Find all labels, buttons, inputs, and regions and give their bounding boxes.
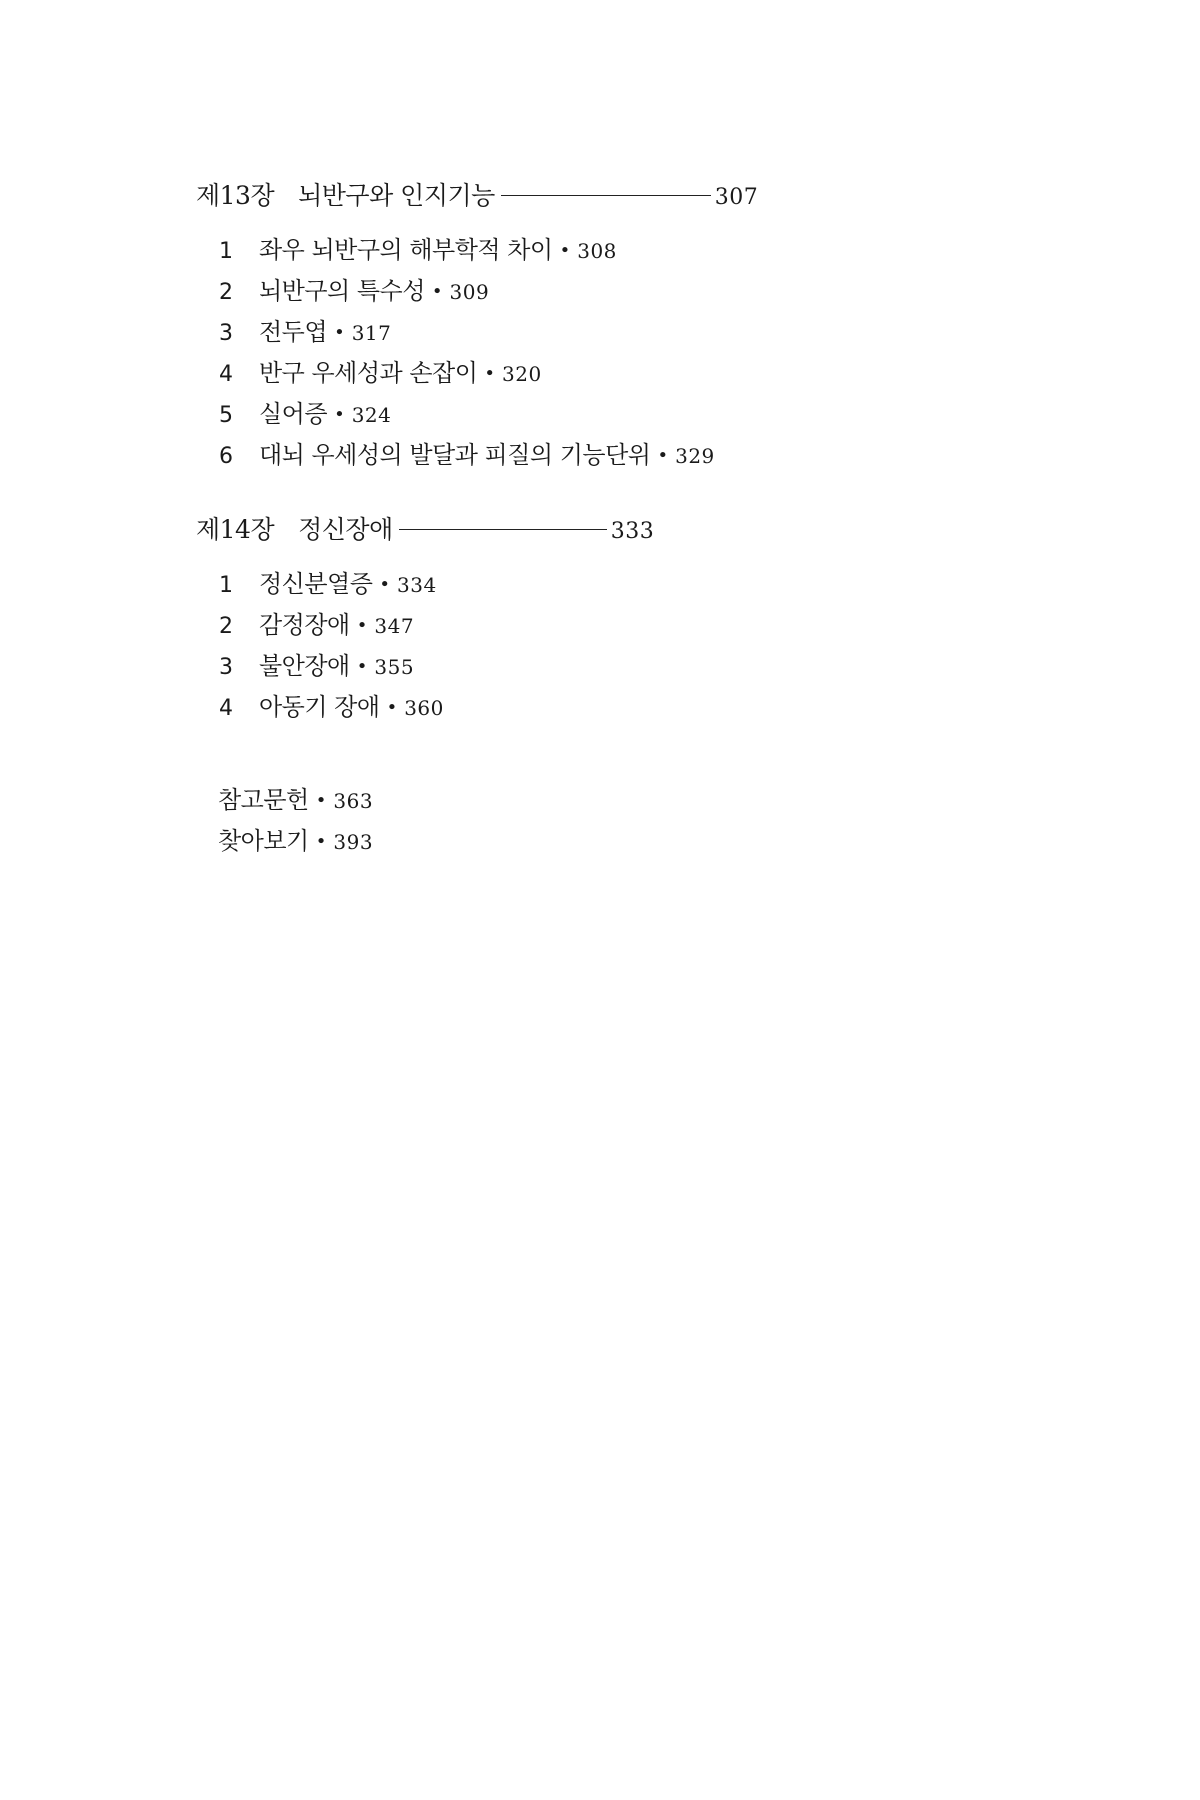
bullet-separator: • — [431, 281, 443, 302]
backmatter-item-references[interactable] — [218, 780, 816, 821]
chapter-title: 정신장애 — [298, 515, 393, 544]
chapter-heading[interactable] — [196, 510, 816, 554]
section-page-number: 355 — [374, 655, 415, 679]
leader-line — [399, 529, 607, 530]
section-page-number: 360 — [404, 696, 444, 720]
section-page-number: 309 — [449, 280, 490, 304]
section-number: 2 — [219, 614, 233, 639]
section-page-number: 347 — [374, 614, 415, 638]
section-title: 아동기 장애 — [259, 693, 380, 721]
section-page-number: 334 — [397, 573, 437, 597]
section-number: 5 — [219, 403, 233, 428]
section-number: 1 — [219, 239, 233, 264]
bullet-separator: • — [559, 240, 571, 261]
bullet-separator: • — [334, 322, 345, 343]
section-number: 1 — [219, 573, 233, 598]
section-item[interactable] — [196, 271, 816, 312]
bullet-separator: • — [356, 656, 368, 677]
section-number: 3 — [219, 321, 233, 346]
leader-line — [501, 195, 711, 196]
section-item[interactable] — [196, 435, 816, 476]
backmatter-title: 참고문헌 — [218, 786, 309, 814]
section-number: 3 — [219, 655, 233, 680]
bullet-separator: • — [379, 574, 391, 595]
section-item[interactable] — [196, 312, 816, 353]
section-item[interactable] — [196, 564, 816, 605]
section-item[interactable] — [196, 687, 816, 728]
bullet-separator: • — [657, 445, 669, 466]
section-number: 4 — [219, 696, 233, 721]
section-title: 감정장애 — [259, 611, 350, 639]
section-title: 뇌반구의 특수성 — [259, 277, 425, 305]
backmatter-page-number: 363 — [333, 789, 374, 813]
section-number: 2 — [219, 280, 233, 305]
section-title: 불안장애 — [259, 652, 350, 680]
section-number: 6 — [219, 444, 233, 469]
section-page-number: 329 — [675, 444, 715, 468]
bullet-separator: • — [315, 831, 327, 852]
section-list — [196, 230, 816, 476]
chapter-number: 제13장 — [196, 181, 275, 210]
bullet-separator: • — [315, 790, 327, 811]
section-page-number: 308 — [577, 239, 617, 263]
chapter-number: 제14장 — [196, 515, 275, 544]
backmatter-page-number: 393 — [333, 830, 374, 854]
table-of-contents — [196, 176, 816, 862]
bullet-separator: • — [334, 404, 345, 425]
chapter-page-number: 307 — [714, 185, 759, 210]
bullet-separator: • — [484, 363, 496, 384]
section-title: 전두엽 — [259, 318, 328, 346]
backmatter-title: 찾아보기 — [218, 827, 309, 855]
section-title: 실어증 — [259, 400, 328, 428]
chapter-title: 뇌반구와 인지기능 — [298, 181, 495, 210]
chapter-page-number: 333 — [610, 519, 655, 544]
section-item[interactable] — [196, 394, 816, 435]
section-page-number: 317 — [351, 321, 392, 345]
section-title: 대뇌 우세성의 발달과 피질의 기능단위 — [259, 441, 651, 469]
section-title: 반구 우세성과 손잡이 — [259, 359, 478, 387]
section-item[interactable] — [196, 646, 816, 687]
section-item[interactable] — [196, 230, 816, 271]
bullet-separator: • — [356, 615, 368, 636]
section-list — [196, 564, 816, 728]
chapter-14 — [196, 510, 816, 728]
section-title: 좌우 뇌반구의 해부학적 차이 — [259, 236, 553, 264]
chapter-heading[interactable] — [196, 176, 816, 220]
section-page-number: 324 — [351, 403, 392, 427]
section-number: 4 — [219, 362, 233, 387]
section-item[interactable] — [196, 353, 816, 394]
backmatter-list — [196, 780, 816, 862]
backmatter-item-index[interactable] — [218, 821, 816, 862]
section-title: 정신분열증 — [259, 570, 373, 598]
chapter-13 — [196, 176, 816, 476]
section-page-number: 320 — [502, 362, 542, 386]
section-item[interactable] — [196, 605, 816, 646]
bullet-separator: • — [386, 697, 398, 718]
